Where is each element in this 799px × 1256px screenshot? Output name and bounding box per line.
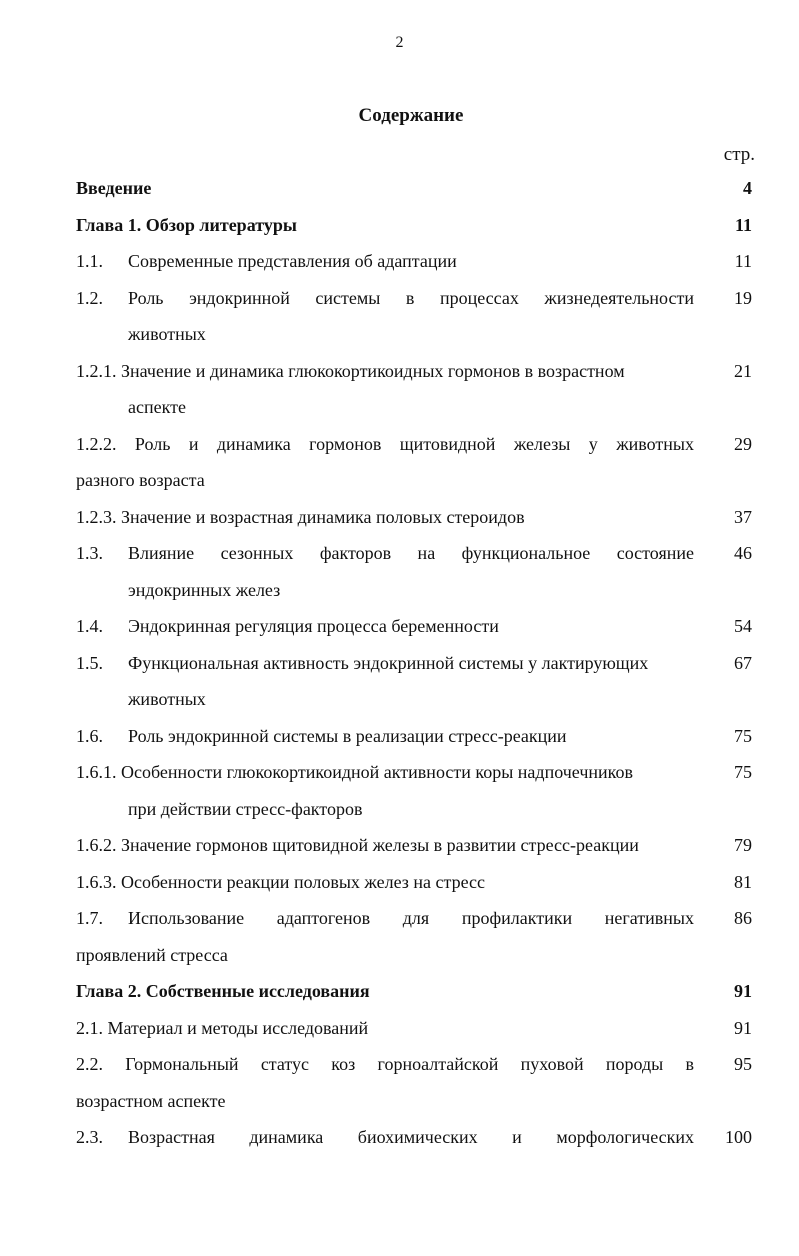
toc-entry-text: Введение — [76, 178, 152, 198]
toc-entry-text-continued: животных — [128, 689, 206, 709]
toc-entry-text: Особенности реакции половых желез на стресс — [121, 871, 486, 892]
toc-entry-number: 1.5. — [76, 652, 103, 673]
toc-entry — [76, 973, 756, 1010]
toc-entry-page: 100 — [725, 1127, 752, 1147]
toc-entry — [76, 280, 756, 353]
toc-entry-page: 81 — [734, 871, 752, 892]
toc-entry — [76, 608, 756, 645]
toc-entry-text: Влияние сезонных факторов на функциональное состояние — [128, 543, 694, 563]
toc-entry-text: Роль и динамика гормонов щитовидной железы у животных — [134, 433, 695, 454]
toc-entry-number: 1.2.2. — [76, 433, 117, 454]
toc-entry-number: 1.6. — [76, 725, 103, 746]
toc-entry-page: 46 — [734, 543, 752, 563]
toc-entry — [76, 535, 756, 608]
toc-entry-text-continued: животных — [128, 324, 206, 344]
toc-entry — [76, 426, 756, 499]
toc-entry-page: 54 — [734, 616, 752, 636]
toc-entry-number: 1.3. — [76, 543, 103, 563]
page-number: 2 — [395, 34, 404, 51]
toc-entry-text: Материал и методы исследований — [107, 1017, 369, 1038]
toc-entry — [76, 353, 756, 426]
toc-entry — [76, 645, 756, 718]
toc-entry-page: 37 — [734, 506, 752, 527]
toc-entry-text-continued: проявлений стресса — [76, 944, 228, 965]
toc-entry — [76, 243, 756, 280]
toc-entry-page: 75 — [734, 762, 752, 782]
toc-entry-text: Современные представления об адаптации — [128, 251, 457, 271]
toc-entry-number: 2.1. — [76, 1017, 103, 1038]
toc-entry — [76, 900, 756, 973]
toc-entry-text-continued: эндокринных желез — [128, 579, 281, 600]
toc-entry-page: 11 — [734, 214, 752, 235]
toc-entry — [76, 1010, 756, 1047]
toc-entry — [76, 754, 756, 827]
toc-entry-number: 1.4. — [76, 616, 103, 636]
toc-entry — [76, 1046, 756, 1119]
toc-entry-text-continued: разного возраста — [76, 470, 205, 490]
toc-entry-page: 21 — [734, 360, 752, 381]
toc-entry-text: Глава 2. Собственные исследования — [76, 981, 370, 1001]
toc-entry — [76, 499, 756, 536]
toc-entry-page: 11 — [734, 251, 752, 271]
toc-entry-page: 86 — [734, 908, 752, 928]
toc-entry-text: Роль эндокринной системы в процессах жизнедеятельности — [128, 287, 694, 308]
toc-entry — [76, 864, 756, 901]
toc-entry — [76, 1119, 756, 1156]
toc-entry-number: 1.2.3. — [76, 506, 117, 527]
toc-entry-page: 4 — [743, 178, 752, 198]
toc-entry-page: 91 — [734, 981, 752, 1001]
page-column-label: стр. — [723, 144, 755, 165]
toc-entry-page: 67 — [734, 652, 752, 673]
toc-entry-number: 1.2. — [76, 287, 103, 308]
toc-entry-page: 95 — [734, 1054, 752, 1074]
toc-entry — [76, 718, 756, 755]
toc-entry — [76, 827, 756, 864]
toc-entry-text: Значение и динамика глюкокортикоидных гормонов в возрастном — [121, 360, 625, 381]
toc-entry-text: Глава 1. Обзор литературы — [76, 214, 297, 235]
toc-entry-text-continued: аспекте — [128, 397, 186, 417]
toc-entry-text: Роль эндокринной системы в реализации стресс-реакции — [128, 725, 567, 746]
toc-entry-number: 1.7. — [76, 908, 103, 928]
toc-entry-page: 79 — [734, 835, 752, 855]
toc-entry-text: Особенности глюкокортикоидной активности коры надпочечников — [121, 762, 633, 782]
toc-entry-text-continued: возрастном аспекте — [76, 1090, 226, 1111]
toc-entry-number: 1.6.2. — [76, 835, 117, 855]
toc-entry-text-continued: при действии стресс-факторов — [128, 798, 363, 819]
toc-entry-number: 2.2. — [76, 1054, 103, 1074]
toc-entry-number: 1.6.1. — [76, 762, 117, 782]
toc-entry-text: Значение гормонов щитовидной железы в развитии стресс-реакции — [121, 835, 639, 855]
toc-entry-number: 2.3. — [76, 1127, 103, 1147]
toc-entry-text: Функциональная активность эндокринной системы у лактирующих — [128, 652, 649, 673]
toc-entry-number: 1.1. — [76, 251, 103, 271]
table-of-contents — [76, 170, 756, 1156]
page-title: Содержание — [358, 105, 464, 126]
toc-entry-text: Значение и возрастная динамика половых стероидов — [121, 506, 525, 527]
toc-entry-number: 1.6.3. — [76, 871, 117, 892]
toc-entry-text: Эндокринная регуляция процесса беременности — [128, 616, 499, 636]
toc-entry-page: 91 — [734, 1017, 752, 1038]
toc-entry — [76, 207, 756, 244]
toc-entry-page: 75 — [734, 725, 752, 746]
toc-entry-text: Гормональный статус коз горноалтайской пуховой породы в — [125, 1054, 694, 1074]
toc-entry — [76, 170, 756, 207]
toc-entry-text: Возрастная динамика биохимических и морфологических — [128, 1127, 694, 1147]
toc-entry-number: 1.2.1. — [76, 360, 117, 381]
toc-entry-text: Использование адаптогенов для профилактики негативных — [128, 908, 694, 928]
toc-entry-page: 19 — [734, 287, 752, 308]
toc-entry-page: 29 — [734, 433, 752, 454]
